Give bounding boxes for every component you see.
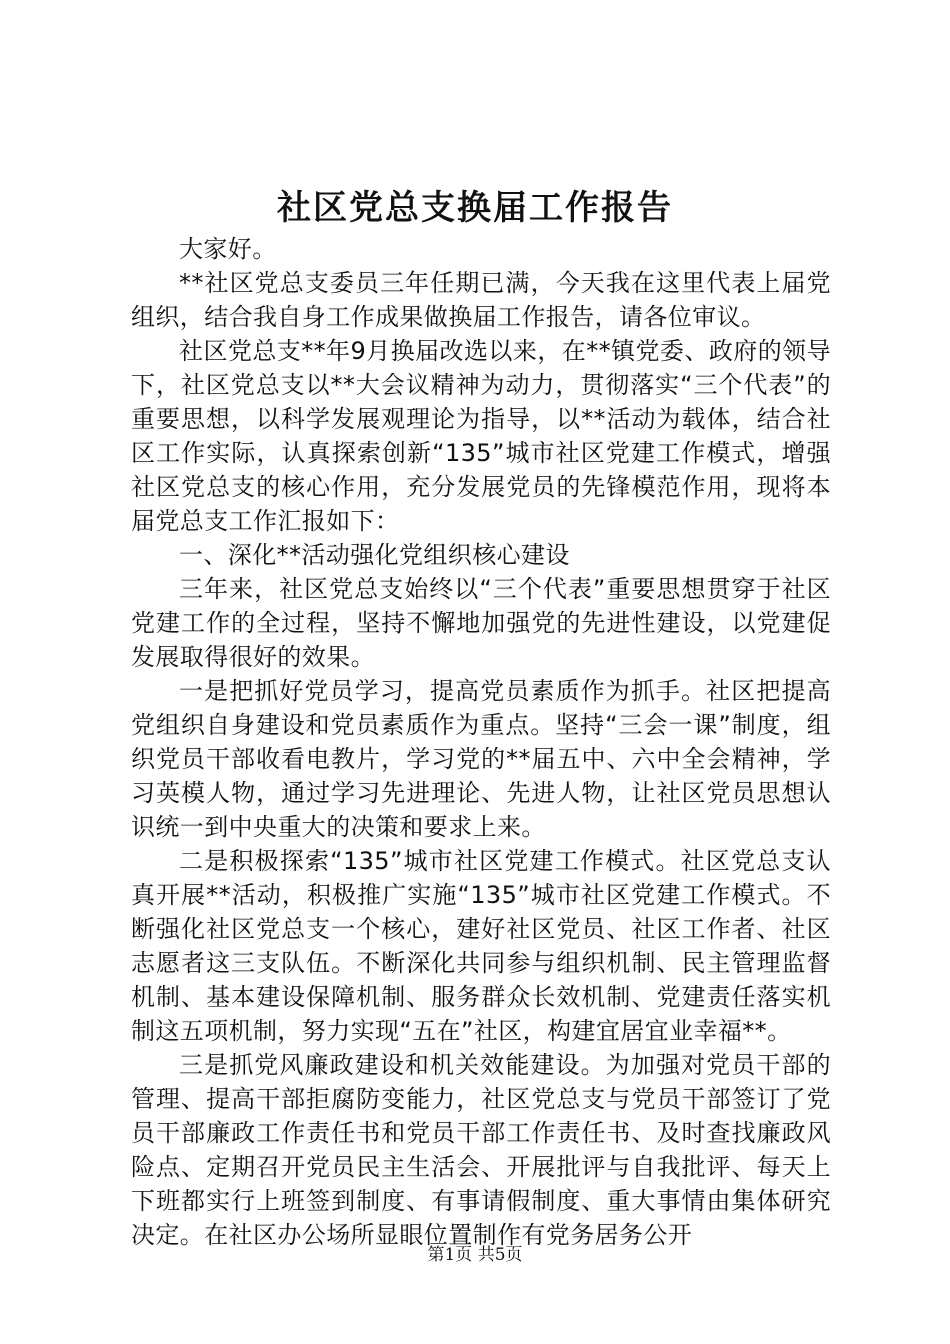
paragraph-intro: **社区党总支委员三年任期已满，今天我在这里代表上届党组织，结合我自身工作成果做换届工作报告，请各位审议。: [131, 269, 831, 331]
page-number-footer: 第1页 共5页: [427, 1245, 523, 1265]
paragraph-point-1: 一是把抓好党员学习，提高党员素质作为抓手。社区把提高党组织自身建设和党员素质作为重点。坚持“三会一课”制度，组织党员干部收看电教片，学习党的**届五中、六中全会精神，学习英模人物，通过学习先进理论、先进人物，让社区党员思想认识统一到中央重大的决策和要求上来。: [131, 677, 831, 841]
document-body: [131, 232, 831, 1252]
paragraph-section-1-summary: 三年来，社区党总支始终以“三个代表”重要思想贯穿于社区党建工作的全过程，坚持不懈地加强党的先进性建设，以党建促发展取得很好的效果。: [131, 575, 831, 671]
paragraph-point-3: 三是抓党风廉政建设和机关效能建设。为加强对党员干部的管理、提高干部拒腐防变能力，社区党总支与党员干部签订了党员干部廉政工作责任书和党员干部工作责任书、及时查找廉政风险点、定期召开党员民主生活会、开展批评与自我批评、每天上下班都实行上班签到制度、有事请假制度、重大事情由集体研究决定。在社区办公场所显眼位置制作有党务居务公开: [131, 1051, 831, 1249]
paragraph-greeting: 大家好。: [179, 235, 277, 263]
paragraph-overview: 社区党总支**年9月换届改选以来，在**镇党委、政府的领导下，社区党总支以**大会议精神为动力，贯彻落实“三个代表”的重要思想，以科学发展观理论为指导，以**活动为载体，结合社区工作实际，认真探索创新“135”城市社区党建工作模式，增强社区党总支的核心作用，充分发展党员的先锋模范作用，现将本届党总支工作汇报如下：: [131, 337, 831, 535]
document-title: 社区党总支换届工作报告: [277, 188, 673, 228]
paragraph-point-2: 二是积极探索“135”城市社区党建工作模式。社区党总支认真开展**活动，积极推广实施“135”城市社区党建工作模式。不断强化社区党总支一个核心，建好社区党员、社区工作者、社区志愿者这三支队伍。不断深化共同参与组织机制、民主管理监督机制、基本建设保障机制、服务群众长效机制、党建责任落实机制这五项机制，努力实现“五在”社区，构建宜居宜业幸福**。: [131, 847, 831, 1045]
section-heading-1: 一、深化**活动强化党组织核心建设: [179, 541, 570, 569]
